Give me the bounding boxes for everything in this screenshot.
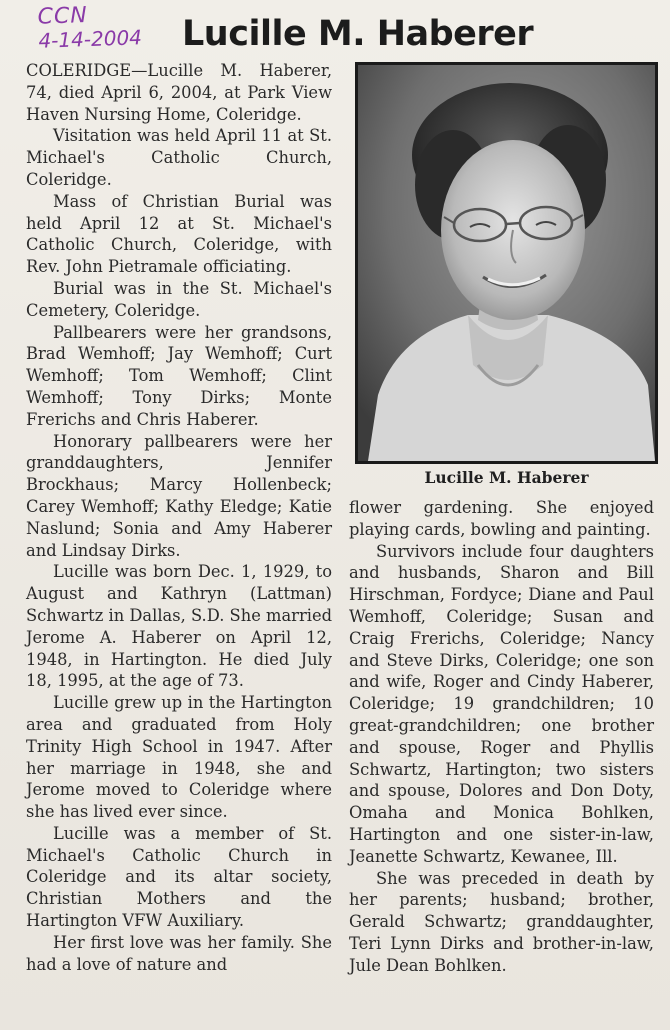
left-column <box>26 60 332 975</box>
paragraph-survivors: Survivors include four daughters and husbands, Sharon and Bill Hirschman, Fordyce; Diane and Paul Wemhoff, Coleridge; Susan and Craig Frerichs, Coleridge; Nancy and Steve Dirks, Coleridge; one son and wife, Roger and Cindy Haberer, Coleridge; 19 grandchildren; 10 great-grandchildren; one brother and spouse, Roger and Phyllis Schwartz, Hartington; two sisters and spouse, Dolores and Don Doty, Omaha and Monica Bohlken, Hartington and one sister-in-law, Jeanette Schwartz, Kewanee, Ill. <box>349 541 654 866</box>
portrait-image <box>358 65 655 461</box>
paragraph-pallbearers: Pallbearers were her grandsons, Brad Wemhoff; Jay Wemhoff; Curt Wemhoff; Tom Wemhoff; Clint Wemhoff; Tony Dirks; Monte Frerichs and Chris Haberer. <box>26 322 332 429</box>
annotation-source: CCN <box>37 3 89 30</box>
paragraph-honorary-pallbearers: Honorary pallbearers were her granddaughters, Jennifer Brockhaus; Marcy Hollenbeck; Carey Wemhoff; Kathy Eledge; Katie Naslund; Sonia and Amy Haberer and Lindsay Dirks. <box>26 431 332 560</box>
paragraph-visitation: Visitation was held April 11 at St. Michael's Catholic Church, Coleridge. <box>26 126 332 189</box>
paragraph-intro: COLERIDGE—Lucille M. Haberer, 74, died April 6, 2004, at Park View Haven Nursing Home, Coleridge. <box>26 61 332 124</box>
paragraph-church: Lucille was a member of St. Michael's Catholic Church in Coleridge and its altar society, Christian Mothers and the Hartington VFW Auxiliary. <box>26 823 332 931</box>
paragraph-interests-end: flower gardening. She enjoyed playing cards, bowling and painting. <box>349 498 654 539</box>
photo-caption: Lucille M. Haberer <box>424 468 589 487</box>
paragraph-preceded: She was preceded in death by her parents; husband; brother, Gerald Schwartz; granddaughter, Teri Lynn Dirks and brother-in-law, Jule Dean Bohlken. <box>349 868 654 975</box>
obituary-headline: Lucille M. Haberer <box>182 14 534 54</box>
annotation-date: 4-14-2004 <box>38 25 143 53</box>
paragraph-birth: Lucille was born Dec. 1, 1929, to August and Kathryn (Lattman) Schwartz in Dallas, S.D. She married Jerome A. Haberer on April 12, 1948, in Hartington. He died July 18, 1995, at the age of 73. <box>26 562 332 691</box>
right-column <box>349 497 654 977</box>
paragraph-burial: Burial was in the St. Michael's Cemetery, Coleridge. <box>26 278 332 320</box>
paragraph-mass: Mass of Christian Burial was held April 12 at St. Michael's Catholic Church, Coleridge, with Rev. John Pietramale officiating. <box>26 191 332 277</box>
paragraph-interests-start: Her first love was her family. She had a love of nature and <box>26 932 332 974</box>
handwritten-annotation <box>37 2 142 52</box>
portrait-photo <box>355 62 658 464</box>
paragraph-early-life: Lucille grew up in the Hartington area and graduated from Holy Trinity High School in 1947. After her marriage in 1948, she and Jerome moved to Coleridge where she has lived ever since. <box>26 693 332 822</box>
